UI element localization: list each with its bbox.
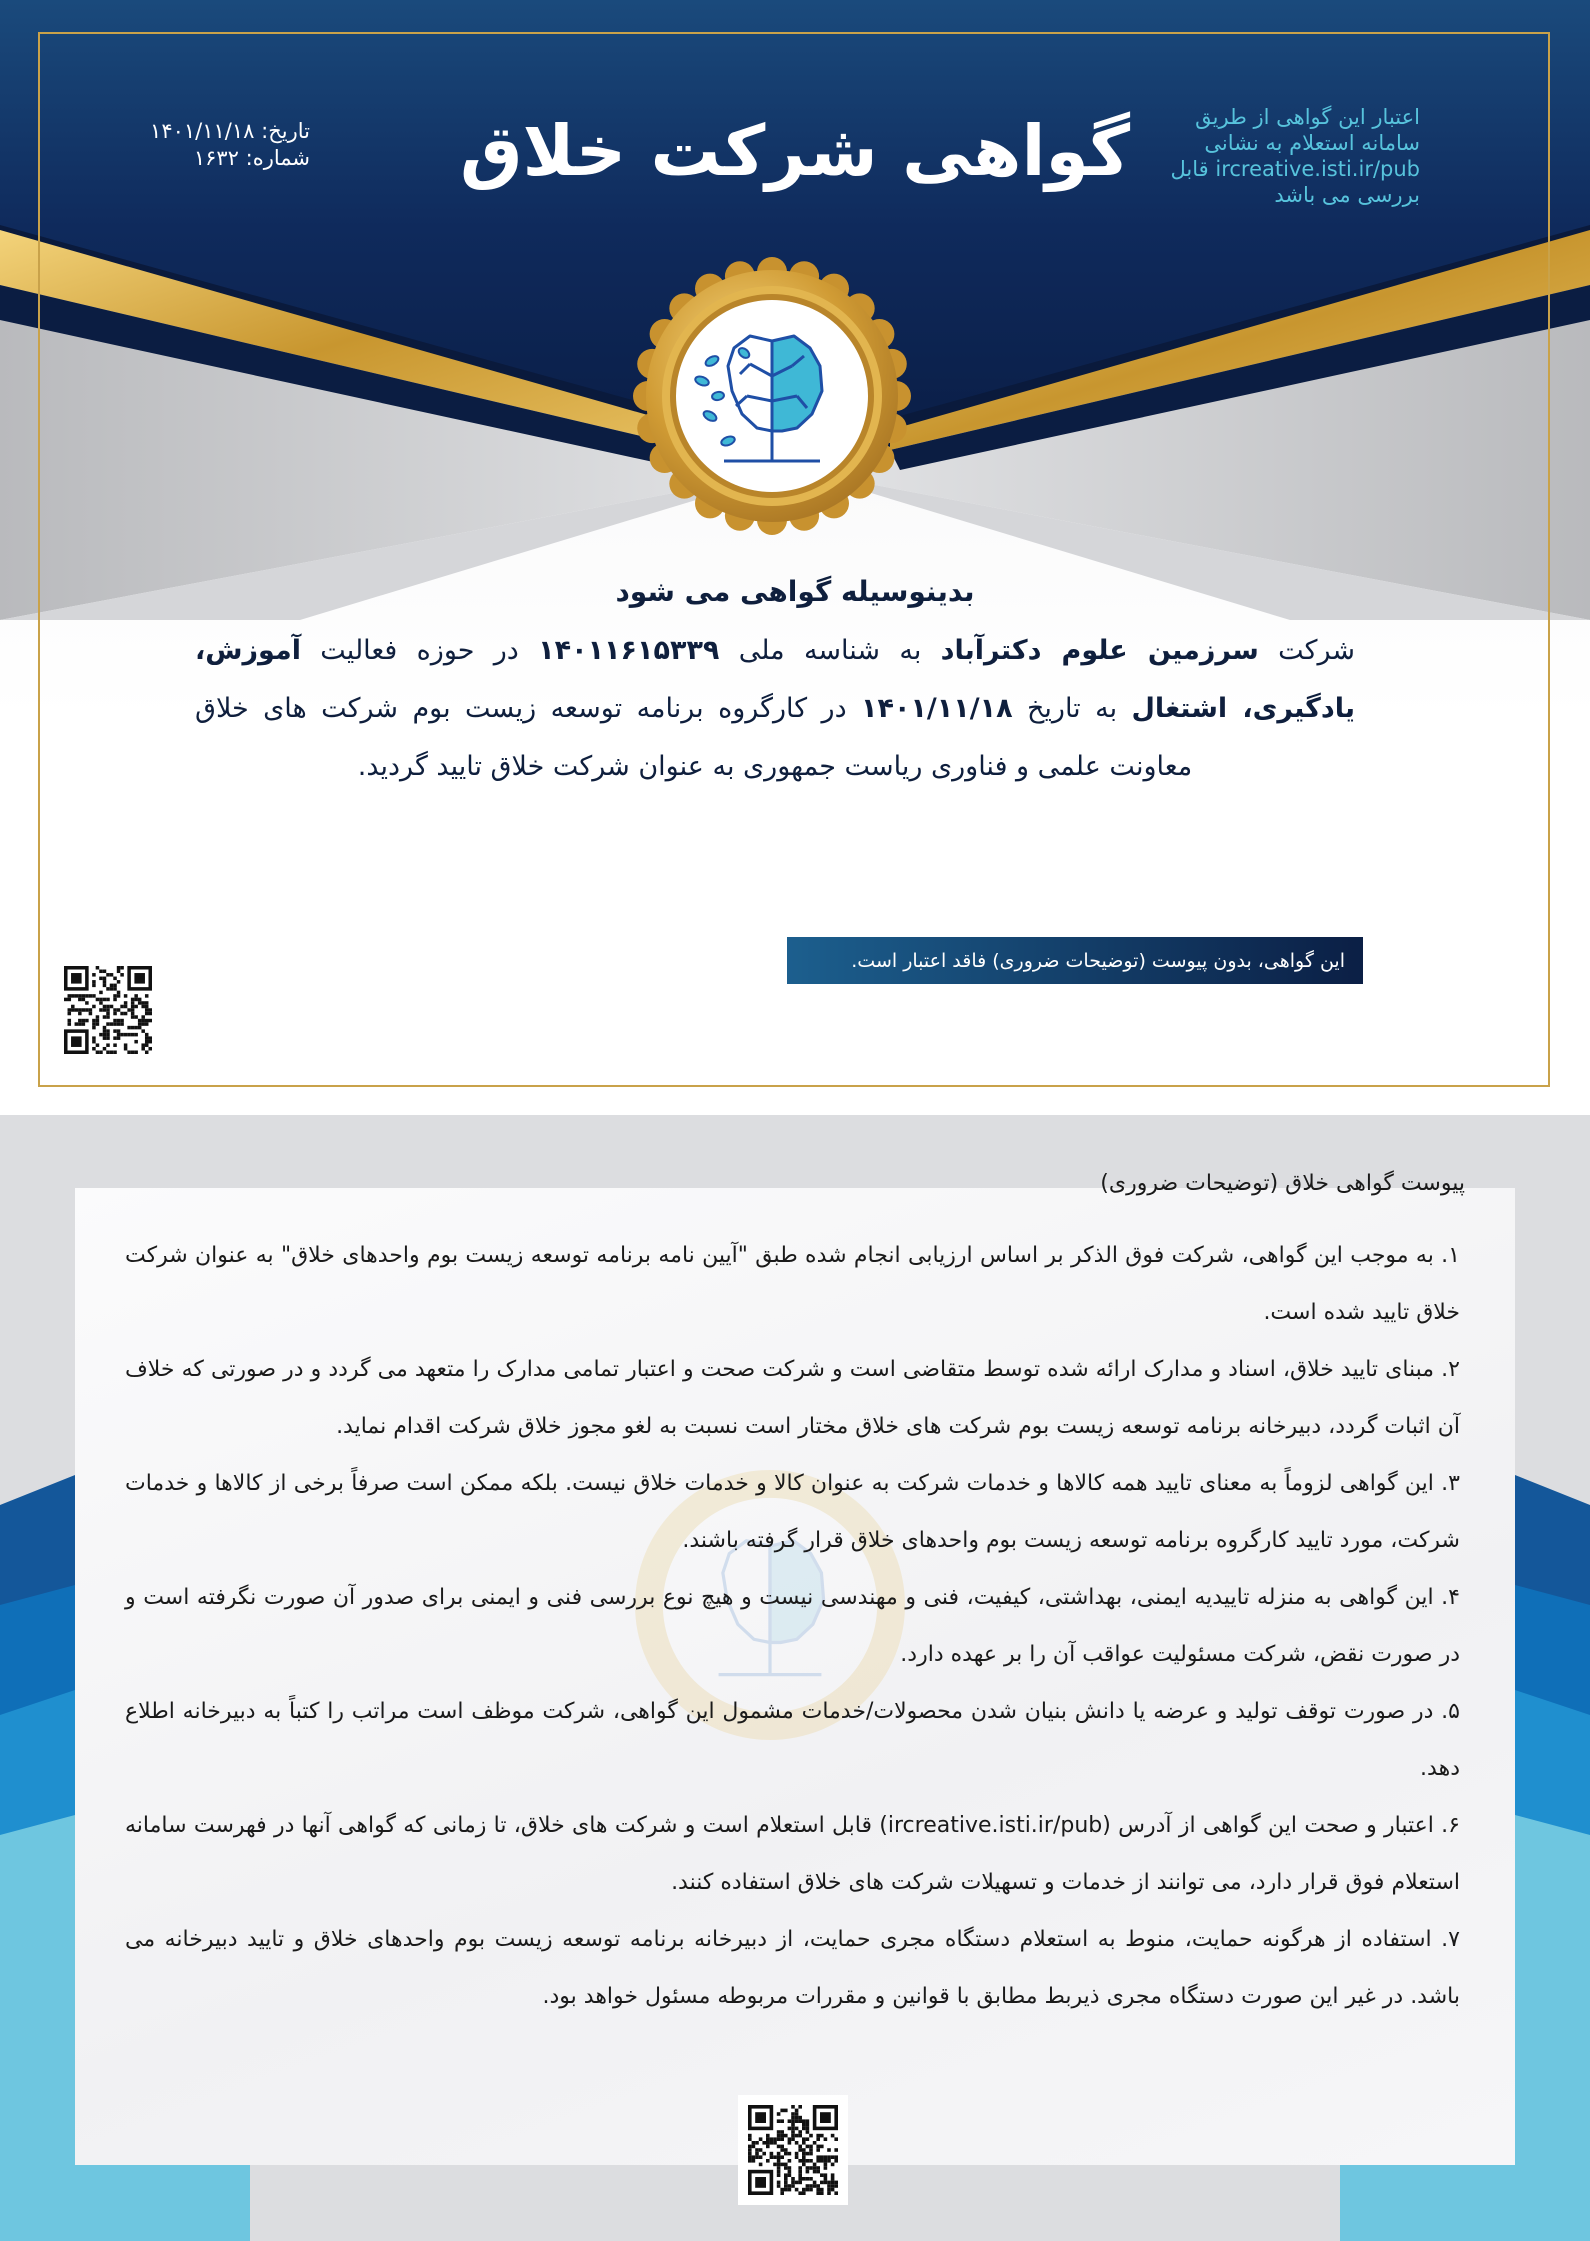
statement-text: در کارگروه برنامه توسعه زیست بوم شرکت های خلاق معاونت علمی و فناوری ریاست جمهوری به عنوان شرکت خلاق تایید گردید. [195,693,1193,782]
date-row [150,118,310,145]
validity-notice: این گواهی، بدون پیوست (توضیحات ضروری) فاقد اعتبار است. [787,937,1363,984]
statement-text: در حوزه فعالیت [300,635,539,666]
annex-page [0,1115,1590,2241]
number-row [150,145,310,172]
qr-code[interactable] [64,966,152,1054]
certificate-title: گواهی شرکت خلاق [459,110,1131,192]
verify-line: ircreative.isti.ir/pub قابل [1170,157,1420,181]
number-label: شماره: [245,146,310,170]
verify-line: سامانه استعلام به نشانی [1204,131,1420,155]
annex-title: پیوست گواهی خلاق (توضیحات ضروری) [1100,1171,1465,1196]
certificate-meta [150,118,310,172]
gold-seal-badge [632,256,912,536]
annex-item: ۷. استفاده از هرگونه حمایت، منوط به استعلام دستگاه مجری حمایت، از دبیرخانه برنامه توسعه زیست بوم واحدهای خلاق و تایید دبیرخانه می باشد. در غیر این صورت دستگاه مجری ذیربط مطابق با قوانین و مقررات مربوطه مسئول خواهد بود. [125,1927,1460,2009]
statement-text: به شناسه ملی [719,635,941,666]
number-value: ۱۶۳۲ [193,146,239,170]
annex-item: ۱. به موجب این گواهی، شرکت فوق الذکر بر اساس ارزیابی انجام شده طبق "آیین نامه برنامه توسعه زیست بوم واحدهای خلاق" به عنوان شرکت خلاق تایید شده است. [125,1243,1460,1325]
qr-code[interactable] [748,2105,838,2195]
verification-note [1120,104,1420,208]
certificate-page [0,0,1590,1115]
annex-qr-box [738,2095,848,2205]
annex-item: ۳. این گواهی لزوماً به معنای تایید همه کالاها و خدمات شرکت به عنوان کالا و خدمات خلاق نیست. بلکه ممکن است صرفاً برخی از کالاها و خدمات شرکت، مورد تایید کارگروه برنامه توسعه زیست بوم واحدهای خلاق قرار گرفته باشند. [125,1471,1460,1553]
statement-text: به تاریخ [1012,693,1132,724]
annex-item: ۲. مبنای تایید خلاق، اسناد و مدارک ارائه شده توسط متقاضی است و شرکت صحت و اعتبار تمامی مدارک را متعهد می گردد و در صورتی که خلاف آن اثبات گردد، دبیرخانه برنامه توسعه زیست بوم شرکت های خلاق مختار است نسبت به لغو مجوز خلاق شرکت اقدام نماید. [125,1357,1460,1439]
date-value: ۱۴۰۱/۱۱/۱۸ [150,119,255,143]
national-id: ۱۴۰۱۱۶۱۵۳۳۹ [538,635,720,666]
approval-date: ۱۴۰۱/۱۱/۱۸ [861,693,1013,724]
annex-item: ۵. در صورت توقف تولید و عرضه یا دانش بنیان شدن محصولات/خدمات مشمول این گواهی، شرکت موظف است مراتب را کتباً به دبیرخانه اطلاع دهد. [125,1699,1460,1781]
verify-line: بررسی می باشد [1274,183,1420,207]
hereby-heading: بدینوسیله گواهی می شود [615,575,975,608]
statement-text: شرکت [1258,635,1355,666]
annex-item: ۶. اعتبار و صحت این گواهی از آدرس (ircreative.isti.ir/pub) قابل استعلام است و شرکت های خلاق، تا زمانی که گواهی آنها در فهرست سامانه استعلام فوق قرار دارد، می توانند از خدمات و تسهیلات شرکت های خلاق استفاده کنند. [125,1813,1460,1895]
annex-items [125,1227,1460,2025]
date-label: تاریخ: [261,119,310,143]
annex-item: ۴. این گواهی به منزله تاییدیه ایمنی، بهداشتی، کیفیت، فنی و مهندسی نیست و هیچ نوع بررسی فنی و ایمنی برای صدور آن صورت نگرفته است و در صورت نقض، شرکت مسئولیت عواقب آن را بر عهده دارد. [125,1585,1460,1667]
certificate-statement [195,622,1355,796]
company-name: سرزمین علوم دکترآباد [940,635,1259,666]
activity-field: آموزش، یادگیری، اشتغال [195,635,1356,724]
verify-line: اعتبار این گواهی از طریق [1195,105,1420,129]
